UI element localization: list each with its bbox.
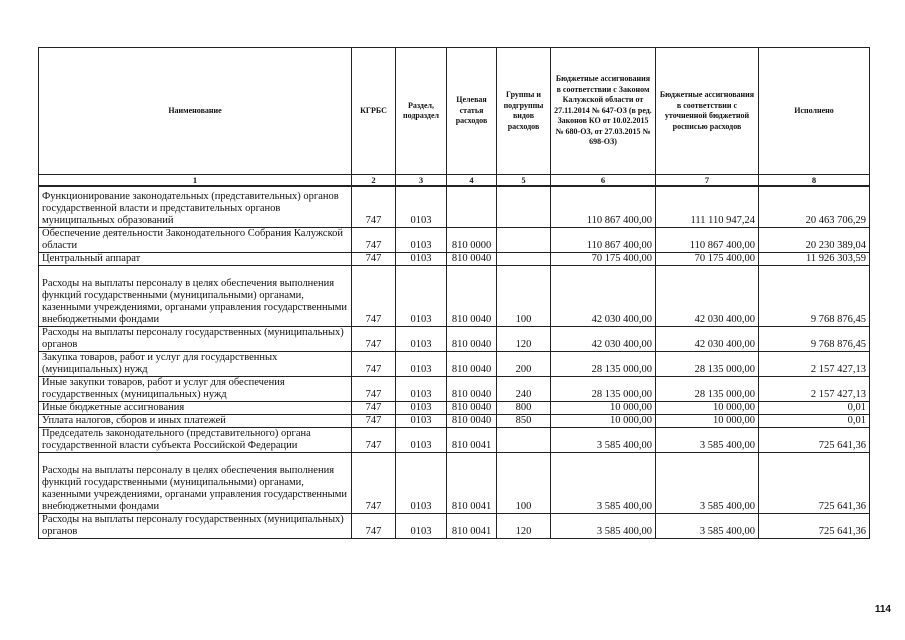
row-kgrbs: 747 — [352, 377, 396, 402]
row-razdel: 0103 — [396, 266, 447, 327]
row-executed: 0,01 — [759, 402, 870, 415]
row-expense-group: 100 — [497, 453, 551, 514]
col-number: 6 — [551, 175, 656, 187]
table-row — [39, 352, 870, 377]
row-allocation-law: 3 585 400,00 — [551, 453, 656, 514]
row-allocation-law: 42 030 400,00 — [551, 266, 656, 327]
table-row — [39, 186, 870, 228]
row-target-article: 810 0040 — [447, 352, 497, 377]
row-razdel: 0103 — [396, 377, 447, 402]
row-allocation-law: 28 135 000,00 — [551, 377, 656, 402]
table-row — [39, 402, 870, 415]
col-number: 3 — [396, 175, 447, 187]
table-row — [39, 253, 870, 266]
header-name: Наименование — [39, 48, 352, 175]
header-executed: Исполнено — [759, 48, 870, 175]
row-allocation-refined: 3 585 400,00 — [656, 428, 759, 453]
row-allocation-refined: 10 000,00 — [656, 415, 759, 428]
table-row — [39, 377, 870, 402]
row-razdel: 0103 — [396, 428, 447, 453]
row-kgrbs: 747 — [352, 453, 396, 514]
row-allocation-refined: 3 585 400,00 — [656, 514, 759, 539]
row-name: Центральный аппарат — [39, 253, 352, 266]
budget-table-container — [38, 47, 869, 539]
row-razdel: 0103 — [396, 514, 447, 539]
row-kgrbs: 747 — [352, 228, 396, 253]
row-executed: 725 641,36 — [759, 453, 870, 514]
row-razdel: 0103 — [396, 186, 447, 228]
col-number: 5 — [497, 175, 551, 187]
row-name: Расходы на выплаты персоналу государственных (муниципальных) органов — [39, 514, 352, 539]
row-target-article: 810 0041 — [447, 428, 497, 453]
row-name: Иные бюджетные ассигнования — [39, 402, 352, 415]
row-target-article — [447, 186, 497, 228]
row-executed: 2 157 427,13 — [759, 377, 870, 402]
row-expense-group: 200 — [497, 352, 551, 377]
row-name: Уплата налогов, сборов и иных платежей — [39, 415, 352, 428]
row-expense-group — [497, 253, 551, 266]
row-kgrbs: 747 — [352, 402, 396, 415]
row-kgrbs: 747 — [352, 327, 396, 352]
row-expense-group — [497, 186, 551, 228]
budget-table — [38, 47, 870, 539]
row-expense-group: 800 — [497, 402, 551, 415]
row-expense-group — [497, 228, 551, 253]
header-kgrbs: КГРБС — [352, 48, 396, 175]
row-allocation-refined: 28 135 000,00 — [656, 377, 759, 402]
row-target-article: 810 0000 — [447, 228, 497, 253]
row-target-article: 810 0040 — [447, 402, 497, 415]
row-target-article: 810 0040 — [447, 266, 497, 327]
table-row — [39, 453, 870, 514]
row-expense-group — [497, 428, 551, 453]
row-razdel: 0103 — [396, 352, 447, 377]
row-executed: 20 463 706,29 — [759, 186, 870, 228]
row-allocation-refined: 110 867 400,00 — [656, 228, 759, 253]
header-expense-groups: Группы и подгруппы видов расходов — [497, 48, 551, 175]
table-row — [39, 428, 870, 453]
page-number: 114 — [874, 604, 891, 615]
row-executed: 20 230 389,04 — [759, 228, 870, 253]
row-executed: 9 768 876,45 — [759, 266, 870, 327]
header-target-article: Целевая статья расходов — [447, 48, 497, 175]
row-expense-group: 120 — [497, 327, 551, 352]
row-allocation-law: 70 175 400,00 — [551, 253, 656, 266]
row-name: Иные закупки товаров, работ и услуг для обеспечения государственных (муниципальных) нужд — [39, 377, 352, 402]
row-target-article: 810 0040 — [447, 253, 497, 266]
row-kgrbs: 747 — [352, 514, 396, 539]
row-name: Расходы на выплаты персоналу в целях обеспечения выполнения функций государственными (муниципальными) органами, казенными учреждениями, органами управления государственными внебюджетными фондами — [39, 266, 352, 327]
table-row — [39, 327, 870, 352]
row-razdel: 0103 — [396, 415, 447, 428]
row-executed: 0,01 — [759, 415, 870, 428]
header-row — [39, 48, 870, 175]
row-allocation-refined: 42 030 400,00 — [656, 327, 759, 352]
header-razdel: Раздел, подраздел — [396, 48, 447, 175]
row-allocation-law: 10 000,00 — [551, 415, 656, 428]
row-executed: 9 768 876,45 — [759, 327, 870, 352]
row-kgrbs: 747 — [352, 428, 396, 453]
column-number-row — [39, 175, 870, 187]
row-razdel: 0103 — [396, 228, 447, 253]
table-body — [39, 186, 870, 539]
row-allocation-refined: 28 135 000,00 — [656, 352, 759, 377]
row-name: Закупка товаров, работ и услуг для государственных (муниципальных) нужд — [39, 352, 352, 377]
row-razdel: 0103 — [396, 402, 447, 415]
row-target-article: 810 0040 — [447, 377, 497, 402]
row-allocation-refined: 3 585 400,00 — [656, 453, 759, 514]
row-razdel: 0103 — [396, 327, 447, 352]
row-target-article: 810 0040 — [447, 415, 497, 428]
row-allocation-law: 28 135 000,00 — [551, 352, 656, 377]
col-number: 8 — [759, 175, 870, 187]
row-razdel: 0103 — [396, 453, 447, 514]
row-allocation-refined: 10 000,00 — [656, 402, 759, 415]
row-target-article: 810 0040 — [447, 327, 497, 352]
row-allocation-law: 42 030 400,00 — [551, 327, 656, 352]
header-allocations-refined: Бюджетные ассигнования в соответствии с уточненной бюджетной росписью расходов — [656, 48, 759, 175]
row-name: Расходы на выплаты персоналу государственных (муниципальных) органов — [39, 327, 352, 352]
row-executed: 725 641,36 — [759, 514, 870, 539]
row-allocation-law: 3 585 400,00 — [551, 428, 656, 453]
col-number: 2 — [352, 175, 396, 187]
row-expense-group: 240 — [497, 377, 551, 402]
table-row — [39, 415, 870, 428]
row-expense-group: 850 — [497, 415, 551, 428]
row-kgrbs: 747 — [352, 186, 396, 228]
table-row — [39, 266, 870, 327]
row-kgrbs: 747 — [352, 253, 396, 266]
row-executed: 11 926 303,59 — [759, 253, 870, 266]
row-target-article: 810 0041 — [447, 453, 497, 514]
row-kgrbs: 747 — [352, 266, 396, 327]
table-row — [39, 228, 870, 253]
row-kgrbs: 747 — [352, 415, 396, 428]
row-name: Председатель законодательного (представительного) органа государственной власти субъекта Российской Федерации — [39, 428, 352, 453]
row-allocation-refined: 111 110 947,24 — [656, 186, 759, 228]
row-expense-group: 120 — [497, 514, 551, 539]
row-allocation-law: 110 867 400,00 — [551, 228, 656, 253]
col-number: 4 — [447, 175, 497, 187]
row-name: Расходы на выплаты персоналу в целях обеспечения выполнения функций государственными (муниципальными) органами, казенными учреждениями, органами управления государственными внебюджетными фондами — [39, 453, 352, 514]
row-expense-group: 100 — [497, 266, 551, 327]
row-razdel: 0103 — [396, 253, 447, 266]
row-executed: 725 641,36 — [759, 428, 870, 453]
row-allocation-law: 110 867 400,00 — [551, 186, 656, 228]
row-name: Обеспечение деятельности Законодательного Собрания Калужской области — [39, 228, 352, 253]
row-allocation-law: 10 000,00 — [551, 402, 656, 415]
table-row — [39, 514, 870, 539]
row-allocation-law: 3 585 400,00 — [551, 514, 656, 539]
row-kgrbs: 747 — [352, 352, 396, 377]
row-executed: 2 157 427,13 — [759, 352, 870, 377]
row-name: Функционирование законодательных (представительных) органов государственной власти и представительных органов муниципальных образований — [39, 186, 352, 228]
row-allocation-refined: 42 030 400,00 — [656, 266, 759, 327]
row-allocation-refined: 70 175 400,00 — [656, 253, 759, 266]
row-target-article: 810 0041 — [447, 514, 497, 539]
col-number: 1 — [39, 175, 352, 187]
col-number: 7 — [656, 175, 759, 187]
header-allocations-law: Бюджетные ассигнования в соответствии с Законом Калужской области от 27.11.2014 № 647-ОЗ (в ред. Законов КО от 10.02.2015 № 680-ОЗ, от 27.03.2015 № 698-ОЗ) — [551, 48, 656, 175]
